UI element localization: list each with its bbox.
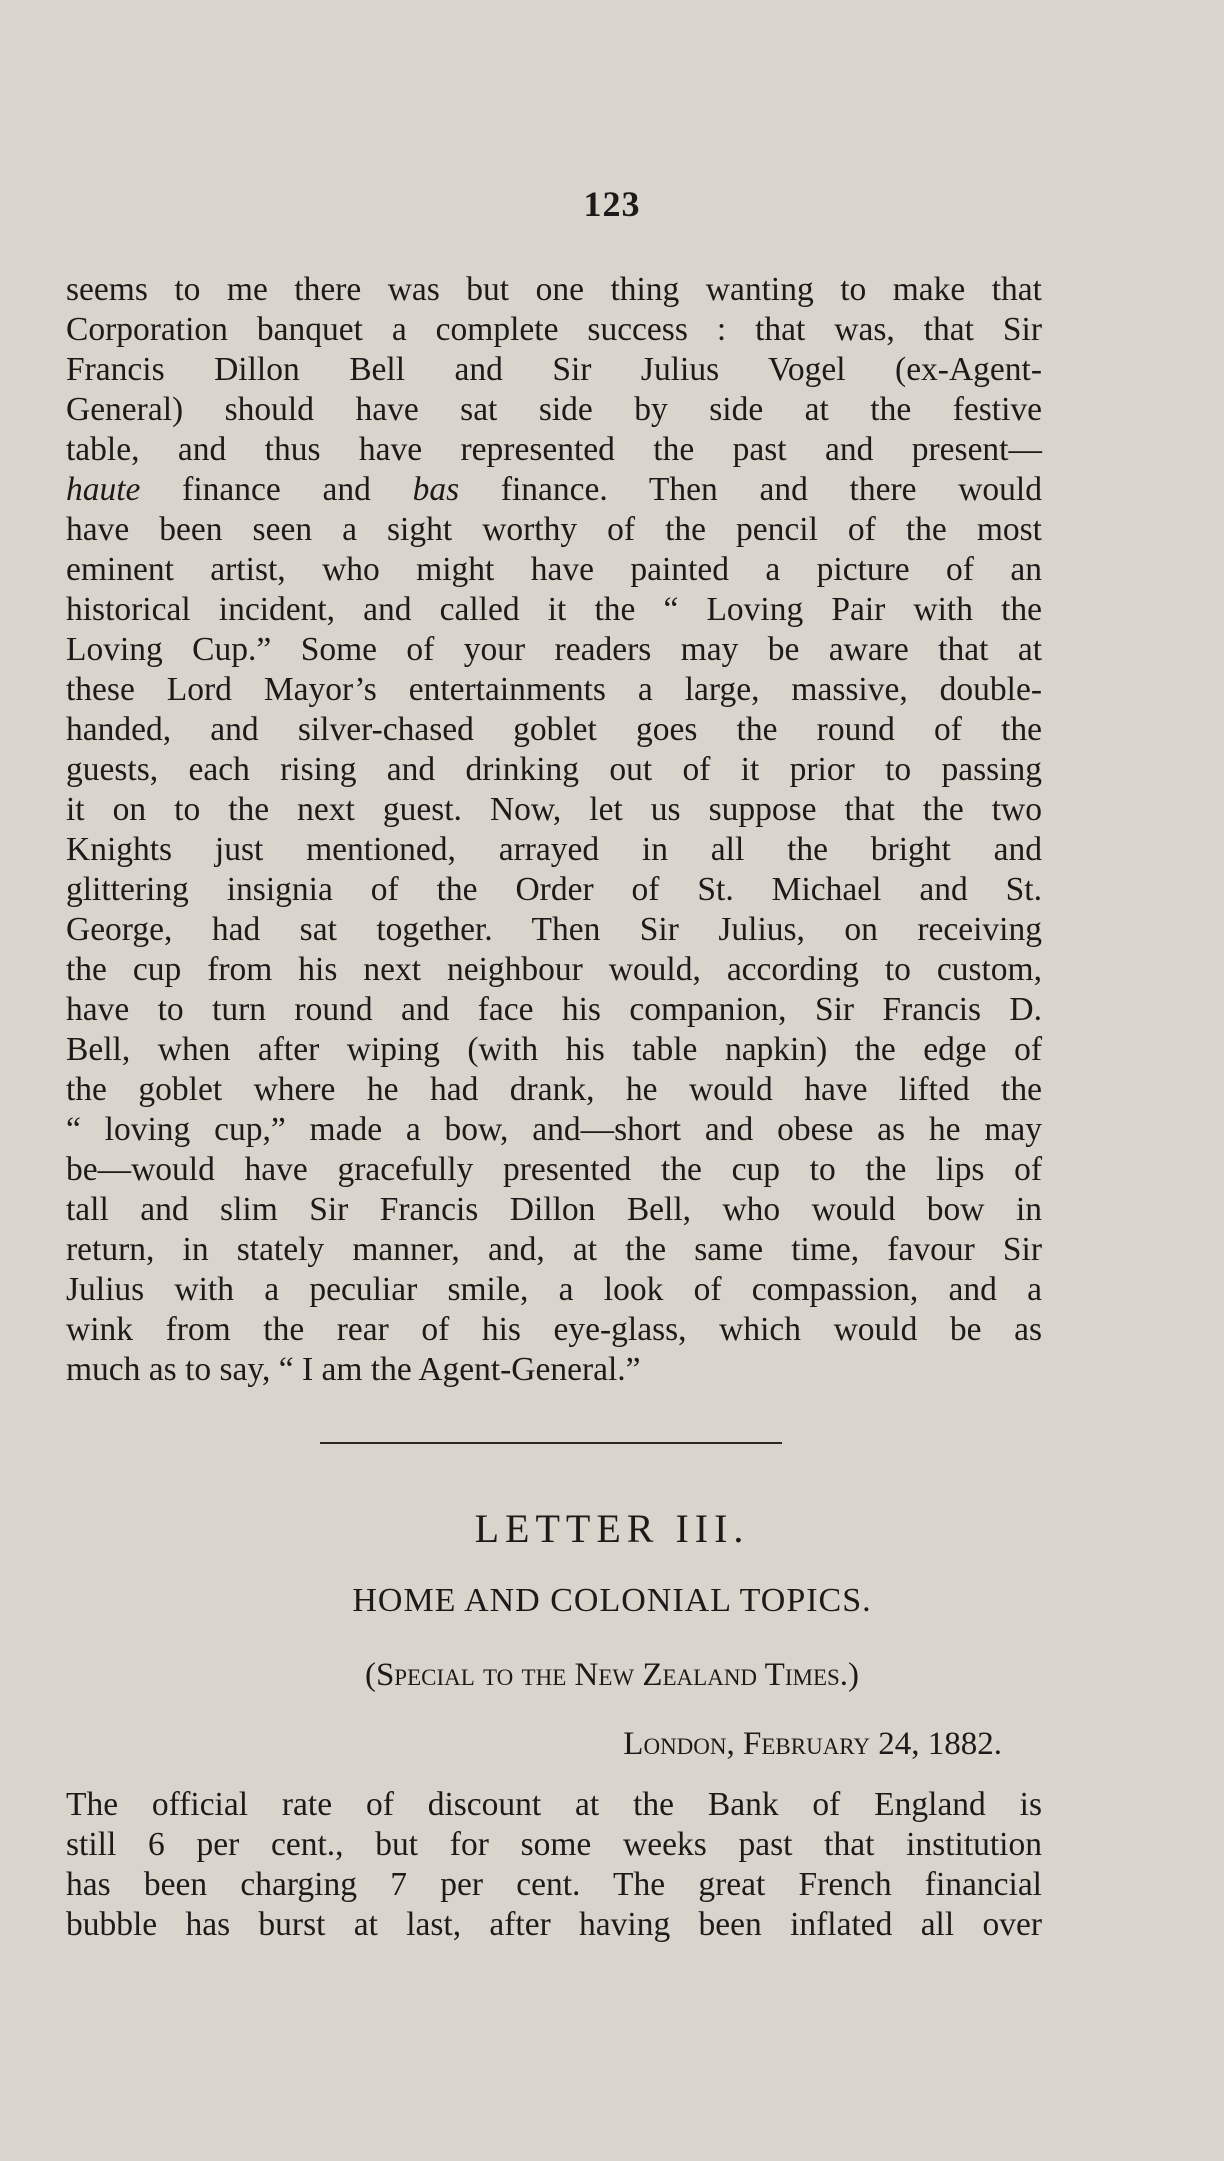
paragraph-opening bbox=[66, 1785, 1042, 1945]
text-line: tall and slim Sir Francis Dillon Bell, who would bow in bbox=[66, 1191, 1042, 1228]
paragraph-continuation bbox=[66, 270, 1042, 1390]
section-divider bbox=[320, 1442, 782, 1444]
text-line: “ loving cup,” made a bow, and—short and obese as he may bbox=[66, 1111, 1042, 1148]
text-line: The official rate of discount at the Bank of England is bbox=[66, 1786, 1042, 1823]
text-line: still 6 per cent., but for some weeks past that institution bbox=[66, 1826, 1042, 1863]
dateline: London, February 24, 1882. bbox=[623, 1726, 1002, 1762]
topic-heading: HOME AND COLONIAL TOPICS. bbox=[352, 1582, 872, 1619]
text-line: glittering insignia of the Order of St. Michael and St. bbox=[66, 871, 1042, 908]
text-line: Bell, when after wiping (with his table napkin) the edge of bbox=[66, 1031, 1042, 1068]
text-fragment: finance and bbox=[140, 471, 413, 508]
special-heading: (Special to the New Zealand Times.) bbox=[364, 1657, 860, 1693]
text-line: wink from the rear of his eye-glass, which would be as bbox=[66, 1311, 1042, 1348]
text-line: George, had sat together. Then Sir Julius, on receiving bbox=[66, 911, 1042, 948]
page-number: 123 bbox=[583, 184, 641, 224]
text-line: General) should have sat side by side at the festive bbox=[66, 391, 1042, 428]
text-line-italic-mix bbox=[66, 470, 1042, 510]
text-line: much as to say, “ I am the Agent-General.” bbox=[66, 1351, 641, 1388]
italic-word: haute bbox=[66, 471, 141, 508]
text-line: the cup from his next neighbour would, according to custom, bbox=[66, 951, 1042, 988]
text-line: Knights just mentioned, arrayed in all the bright and bbox=[66, 831, 1042, 868]
text-line: have been seen a sight worthy of the pencil of the most bbox=[66, 511, 1042, 548]
text-line: return, in stately manner, and, at the same time, favour Sir bbox=[66, 1231, 1042, 1268]
text-line: have to turn round and face his companion, Sir Francis D. bbox=[66, 991, 1042, 1028]
text-fragment: finance. Then and there would bbox=[459, 471, 1042, 508]
text-line: it on to the next guest. Now, let us suppose that the two bbox=[66, 791, 1042, 828]
italic-word: bas bbox=[412, 471, 460, 508]
text-line: the goblet where he had drank, he would have lifted the bbox=[66, 1071, 1042, 1108]
text-line: seems to me there was but one thing wanting to make that bbox=[66, 271, 1042, 308]
text-line: historical incident, and called it the “ Loving Pair with the bbox=[66, 591, 1042, 628]
letter-heading: LETTER III. bbox=[474, 1506, 750, 1551]
text-line: eminent artist, who might have painted a picture of an bbox=[66, 551, 1042, 588]
text-line: guests, each rising and drinking out of it prior to passing bbox=[66, 751, 1042, 788]
text-line: bubble has burst at last, after having been inflated all over bbox=[66, 1906, 1042, 1943]
text-line: be—would have gracefully presented the cup to the lips of bbox=[66, 1151, 1042, 1188]
text-line: table, and thus have represented the past and present— bbox=[66, 431, 1042, 468]
text-line: has been charging 7 per cent. The great French financial bbox=[66, 1866, 1042, 1903]
text-line: Francis Dillon Bell and Sir Julius Vogel (ex-Agent- bbox=[66, 351, 1042, 388]
text-line: Corporation banquet a complete success : that was, that Sir bbox=[66, 311, 1042, 348]
text-line: handed, and silver-chased goblet goes the round of the bbox=[66, 711, 1042, 748]
text-line: Julius with a peculiar smile, a look of compassion, and a bbox=[66, 1271, 1042, 1308]
text-line: Loving Cup.” Some of your readers may be aware that at bbox=[66, 631, 1042, 668]
text-line: these Lord Mayor’s entertainments a large, massive, double- bbox=[66, 671, 1042, 708]
